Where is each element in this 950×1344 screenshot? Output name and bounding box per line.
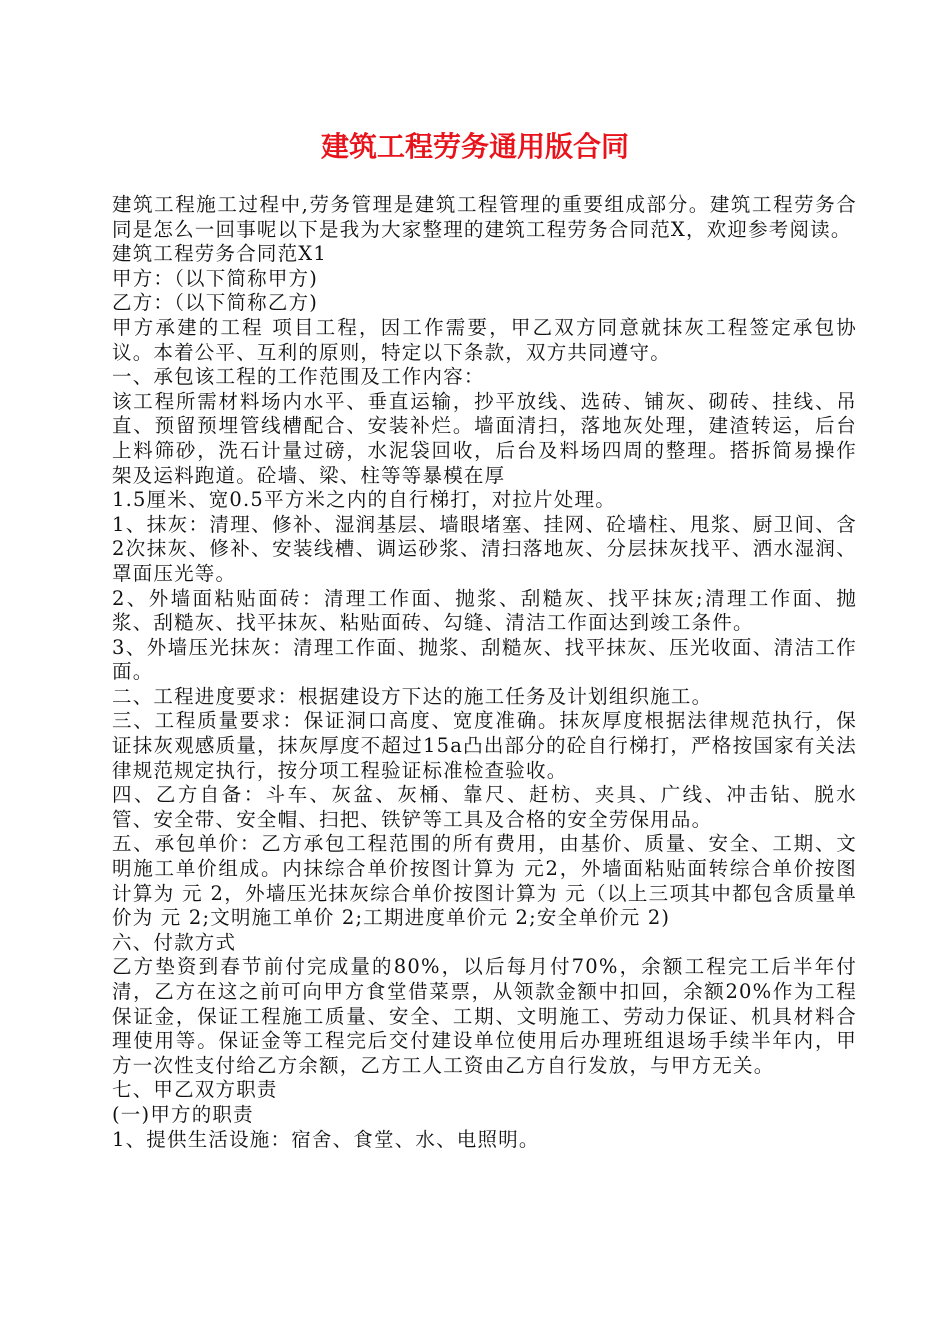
paragraph-intro: 建筑工程施工过程中,劳务管理是建筑工程管理的重要组成部分。建筑工程劳务合同是怎么一回事呢以下是我为大家整理的建筑工程劳务合同范X，欢迎参考阅读。 [112,193,857,241]
paragraph-scope-cont: 1.5厘米、宽0.5平方米之内的自行梯打，对拉片处理。 [112,488,616,512]
document-body [112,193,857,1152]
paragraph-item-3: 3、外墙压光抹灰：清理工作面、抛浆、刮糙灰、找平抹灰、压光收面、清洁工作面。 [112,635,857,684]
paragraph-section-4: 四、乙方自备：斗车、灰盆、灰桶、靠尺、赶枋、夹具、广线、冲击钻、脱水管、安全带、安全帽、扫把、铁铲等工具及合格的安全劳保用品。 [112,783,857,831]
paragraph-section-5: 五、承包单价：乙方承包工程范围的所有费用，由基价、质量、安全、工期、文明施工单价组成。内抹综合单价按图计算为 元2，外墙面粘贴面转综合单价按图计算为 元 2，外墙压光抹灰综合单价按图计算为 元（以上三项其中都包含质量单价为 元 2;文明施工单价 2;工期进度单价元 2;安全单价元 2) [112,832,857,930]
paragraph-section-1-heading: 一、承包该工程的工作范围及工作内容： [112,365,485,389]
paragraph-party-a-duties-heading: (一)甲方的职责 [112,1102,254,1126]
paragraph-scope: 该工程所需材料场内水平、垂直运输，抄平放线、选砖、铺灰、砌砖、挂线、吊直、预留预埋管线槽配合、安装补烂。墙面清扫，落地灰处理，建渣转运，后台上料筛砂，洗石计量过磅，水泥袋回收，后台及料场四周的整理。搭拆简易操作架及运料跑道。砼墙、梁、柱等等暴模在厚 [112,389,857,487]
paragraph-item-2: 2、外墙面粘贴面砖：清理工作面、抛浆、刮糙灰、找平抹灰;清理工作面、抛浆、刮糙灰、找平抹灰、粘贴面砖、勾缝、清洁工作面达到竣工条件。 [112,586,857,635]
paragraph-section-3: 三、工程质量要求：保证洞口高度、宽度准确。抹灰厚度根据法律规范执行，保证抹灰观感质量，抹灰厚度不超过15a凸出部分的砼自行梯打，严格按国家有关法律规范规定执行，按分项工程验证标准检查验收。 [112,709,857,782]
paragraph-item-1: 1、抹灰：清理、修补、湿润基层、墙眼堵塞、挂网、砼墙柱、甩浆、厨卫间、含2次抹灰、修补、安装线槽、调运砂浆、清扫落地灰、分层抹灰找平、洒水湿润、罩面压光等。 [112,512,857,585]
paragraph-section-6-heading: 六、付款方式 [112,930,237,954]
document-title: 建筑工程劳务通用版合同 [320,130,629,163]
paragraph-preamble: 甲方承建的工程 项目工程，因工作需要，甲乙双方同意就抹灰工程签定承包协议。本着公平、互利的原则，特定以下条款，双方共同遵守。 [112,315,857,364]
paragraph-payment: 乙方垫资到春节前付完成量的80%，以后每月付70%，余额工程完工后半年付清，乙方在这之前可向甲方食堂借菜票，从领款金额中扣回，余额20%作为工程保证金，保证工程施工质量、安全、工期、文明施工、劳动力保证、机具材料合理使用等。保证金等工程完后交付建设单位使用后办理班组退场手续半年内，甲方一次性支付给乙方余额，乙方工人工资由乙方自行发放，与甲方无关。 [112,955,857,1077]
paragraph-section-2: 二、工程进度要求：根据建设方下达的施工任务及计划组织施工。 [112,684,713,708]
paragraph-party-a: 甲方：（以下简称甲方) [112,266,319,290]
paragraph-party-b: 乙方：（以下简称乙方) [112,291,319,315]
paragraph-section-7-heading: 七、甲乙双方职责 [112,1078,278,1102]
paragraph-contract-heading: 建筑工程劳务合同范X1 [112,242,327,266]
paragraph-party-a-duty-1: 1、提供生活设施：宿舍、食堂、水、电照明。 [112,1127,540,1151]
